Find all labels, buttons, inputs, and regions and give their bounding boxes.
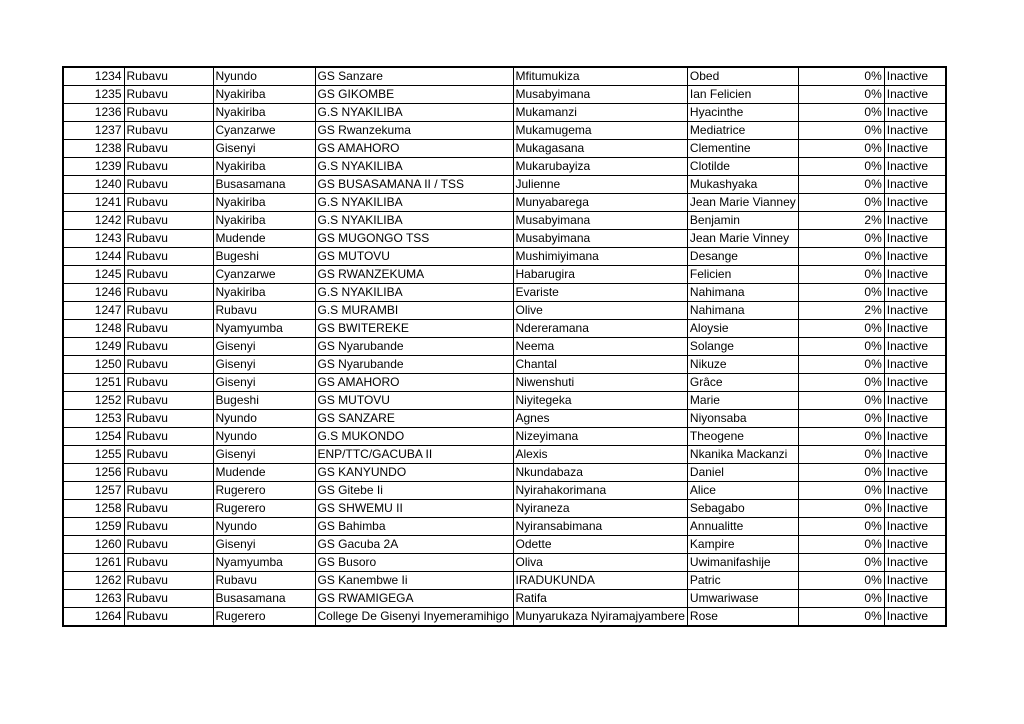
table-row <box>63 284 946 302</box>
cell-last-name: Mfitumukiza <box>513 67 687 86</box>
cell-progress: 0% <box>798 67 884 86</box>
cell-district: Rubavu <box>124 122 213 140</box>
cell-district: Rubavu <box>124 248 213 266</box>
cell-first-name: Clementine <box>687 140 798 158</box>
cell-first-name: Jean Marie Vinney <box>687 230 798 248</box>
cell-last-name: Munyarukaza Nyiramajyambere <box>513 608 687 627</box>
cell-sector: Nyamyumba <box>213 320 315 338</box>
cell-row-id: 1254 <box>63 428 124 446</box>
cell-district: Rubavu <box>124 482 213 500</box>
cell-school: GS RWANZEKUMA <box>315 266 513 284</box>
cell-sector: Rugerero <box>213 500 315 518</box>
table-row <box>63 536 946 554</box>
table-row <box>63 482 946 500</box>
cell-first-name: Annualitte <box>687 518 798 536</box>
cell-sector: Nyundo <box>213 410 315 428</box>
cell-status: Inactive <box>884 446 946 464</box>
cell-status: Inactive <box>884 464 946 482</box>
cell-sector: Bugeshi <box>213 248 315 266</box>
cell-district: Rubavu <box>124 428 213 446</box>
cell-school: G.S NYAKILIBA <box>315 158 513 176</box>
cell-status: Inactive <box>884 67 946 86</box>
cell-first-name: Clotilde <box>687 158 798 176</box>
table-row <box>63 122 946 140</box>
cell-last-name: Nyirahakorimana <box>513 482 687 500</box>
cell-status: Inactive <box>884 356 946 374</box>
cell-status: Inactive <box>884 590 946 608</box>
cell-progress: 0% <box>798 392 884 410</box>
cell-sector: Nyundo <box>213 518 315 536</box>
cell-last-name: Evariste <box>513 284 687 302</box>
cell-school: ENP/TTC/GACUBA II <box>315 446 513 464</box>
cell-last-name: Chantal <box>513 356 687 374</box>
cell-first-name: Theogene <box>687 428 798 446</box>
cell-sector: Nyakiriba <box>213 212 315 230</box>
table-row <box>63 248 946 266</box>
table-row <box>63 338 946 356</box>
cell-progress: 0% <box>798 230 884 248</box>
cell-status: Inactive <box>884 302 946 320</box>
cell-progress: 0% <box>798 320 884 338</box>
cell-status: Inactive <box>884 338 946 356</box>
cell-progress: 0% <box>798 536 884 554</box>
cell-first-name: Alice <box>687 482 798 500</box>
cell-last-name: Mukarubayiza <box>513 158 687 176</box>
cell-progress: 0% <box>798 464 884 482</box>
cell-sector: Rubavu <box>213 572 315 590</box>
cell-district: Rubavu <box>124 608 213 627</box>
cell-school: GS SHWEMU II <box>315 500 513 518</box>
cell-status: Inactive <box>884 536 946 554</box>
cell-school: GS Busoro <box>315 554 513 572</box>
cell-progress: 0% <box>798 140 884 158</box>
cell-district: Rubavu <box>124 302 213 320</box>
cell-progress: 0% <box>798 248 884 266</box>
cell-progress: 0% <box>798 194 884 212</box>
cell-school: G.S MURAMBI <box>315 302 513 320</box>
cell-school: GS Rwanzekuma <box>315 122 513 140</box>
cell-progress: 0% <box>798 374 884 392</box>
cell-row-id: 1240 <box>63 176 124 194</box>
cell-first-name: Solange <box>687 338 798 356</box>
cell-first-name: Desange <box>687 248 798 266</box>
cell-first-name: Mediatrice <box>687 122 798 140</box>
cell-school: GS SANZARE <box>315 410 513 428</box>
table-row <box>63 392 946 410</box>
cell-progress: 0% <box>798 410 884 428</box>
cell-district: Rubavu <box>124 176 213 194</box>
cell-first-name: Nikuze <box>687 356 798 374</box>
cell-sector: Nyundo <box>213 428 315 446</box>
cell-progress: 0% <box>798 104 884 122</box>
table-row <box>63 158 946 176</box>
cell-status: Inactive <box>884 266 946 284</box>
cell-last-name: Nyiransabimana <box>513 518 687 536</box>
cell-sector: Gisenyi <box>213 338 315 356</box>
cell-district: Rubavu <box>124 194 213 212</box>
cell-last-name: Mukamugema <box>513 122 687 140</box>
cell-row-id: 1256 <box>63 464 124 482</box>
cell-district: Rubavu <box>124 320 213 338</box>
cell-status: Inactive <box>884 554 946 572</box>
cell-last-name: Musabyimana <box>513 86 687 104</box>
cell-district: Rubavu <box>124 518 213 536</box>
cell-status: Inactive <box>884 518 946 536</box>
cell-row-id: 1247 <box>63 302 124 320</box>
cell-school: GS Sanzare <box>315 67 513 86</box>
cell-district: Rubavu <box>124 86 213 104</box>
cell-status: Inactive <box>884 140 946 158</box>
cell-district: Rubavu <box>124 572 213 590</box>
cell-status: Inactive <box>884 248 946 266</box>
cell-row-id: 1235 <box>63 86 124 104</box>
cell-progress: 0% <box>798 500 884 518</box>
cell-status: Inactive <box>884 194 946 212</box>
table-row <box>63 572 946 590</box>
cell-status: Inactive <box>884 320 946 338</box>
cell-district: Rubavu <box>124 230 213 248</box>
cell-last-name: Munyabarega <box>513 194 687 212</box>
cell-progress: 0% <box>798 158 884 176</box>
cell-progress: 0% <box>798 86 884 104</box>
cell-district: Rubavu <box>124 392 213 410</box>
cell-first-name: Kampire <box>687 536 798 554</box>
cell-school: GS GIKOMBE <box>315 86 513 104</box>
cell-progress: 0% <box>798 518 884 536</box>
cell-status: Inactive <box>884 212 946 230</box>
cell-school: GS AMAHORO <box>315 374 513 392</box>
cell-last-name: Mukamanzi <box>513 104 687 122</box>
cell-school: G.S NYAKILIBA <box>315 104 513 122</box>
cell-status: Inactive <box>884 176 946 194</box>
cell-first-name: Nahimana <box>687 302 798 320</box>
cell-progress: 0% <box>798 482 884 500</box>
cell-row-id: 1264 <box>63 608 124 627</box>
cell-school: GS Kanembwe Ii <box>315 572 513 590</box>
cell-row-id: 1255 <box>63 446 124 464</box>
cell-first-name: Benjamin <box>687 212 798 230</box>
table-row <box>63 140 946 158</box>
cell-sector: Nyakiriba <box>213 158 315 176</box>
cell-progress: 0% <box>798 590 884 608</box>
cell-last-name: Nkundabaza <box>513 464 687 482</box>
cell-last-name: Ratifa <box>513 590 687 608</box>
cell-sector: Nyakiriba <box>213 86 315 104</box>
cell-first-name: Daniel <box>687 464 798 482</box>
cell-progress: 0% <box>798 608 884 627</box>
cell-district: Rubavu <box>124 356 213 374</box>
cell-row-id: 1259 <box>63 518 124 536</box>
cell-first-name: Mukashyaka <box>687 176 798 194</box>
cell-district: Rubavu <box>124 554 213 572</box>
cell-district: Rubavu <box>124 446 213 464</box>
cell-district: Rubavu <box>124 590 213 608</box>
cell-district: Rubavu <box>124 464 213 482</box>
cell-last-name: Musabyimana <box>513 230 687 248</box>
cell-last-name: IRADUKUNDA <box>513 572 687 590</box>
cell-sector: Rugerero <box>213 482 315 500</box>
cell-progress: 0% <box>798 338 884 356</box>
cell-district: Rubavu <box>124 158 213 176</box>
cell-district: Rubavu <box>124 284 213 302</box>
cell-last-name: Nyiraneza <box>513 500 687 518</box>
cell-last-name: Olive <box>513 302 687 320</box>
cell-status: Inactive <box>884 428 946 446</box>
cell-sector: Gisenyi <box>213 446 315 464</box>
cell-school: G.S MUKONDO <box>315 428 513 446</box>
cell-district: Rubavu <box>124 338 213 356</box>
cell-progress: 0% <box>798 356 884 374</box>
cell-last-name: Oliva <box>513 554 687 572</box>
cell-status: Inactive <box>884 500 946 518</box>
cell-row-id: 1261 <box>63 554 124 572</box>
table-row <box>63 500 946 518</box>
cell-first-name: Marie <box>687 392 798 410</box>
cell-last-name: Odette <box>513 536 687 554</box>
cell-district: Rubavu <box>124 212 213 230</box>
cell-last-name: Julienne <box>513 176 687 194</box>
cell-first-name: Jean Marie Vianney <box>687 194 798 212</box>
cell-row-id: 1250 <box>63 356 124 374</box>
table-row <box>63 410 946 428</box>
cell-progress: 0% <box>798 176 884 194</box>
cell-status: Inactive <box>884 284 946 302</box>
cell-row-id: 1246 <box>63 284 124 302</box>
cell-district: Rubavu <box>124 536 213 554</box>
cell-row-id: 1263 <box>63 590 124 608</box>
cell-sector: Rubavu <box>213 302 315 320</box>
cell-sector: Rugerero <box>213 608 315 627</box>
cell-row-id: 1242 <box>63 212 124 230</box>
cell-first-name: Umwariwase <box>687 590 798 608</box>
cell-status: Inactive <box>884 230 946 248</box>
cell-school: College De Gisenyi Inyemeramihigo <box>315 608 513 627</box>
cell-first-name: Ian Felicien <box>687 86 798 104</box>
cell-last-name: Niwenshuti <box>513 374 687 392</box>
table-row <box>63 428 946 446</box>
cell-sector: Gisenyi <box>213 536 315 554</box>
cell-progress: 0% <box>798 428 884 446</box>
table-row <box>63 266 946 284</box>
cell-last-name: Mukagasana <box>513 140 687 158</box>
cell-school: GS Bahimba <box>315 518 513 536</box>
cell-row-id: 1245 <box>63 266 124 284</box>
cell-last-name: Mushimiyimana <box>513 248 687 266</box>
cell-school: G.S NYAKILIBA <box>315 212 513 230</box>
cell-first-name: Rose <box>687 608 798 627</box>
cell-progress: 0% <box>798 446 884 464</box>
cell-first-name: Niyonsaba <box>687 410 798 428</box>
cell-row-id: 1234 <box>63 67 124 86</box>
table-row <box>63 194 946 212</box>
cell-last-name: Nizeyimana <box>513 428 687 446</box>
table-row <box>63 230 946 248</box>
cell-last-name: Habarugira <box>513 266 687 284</box>
table-row <box>63 320 946 338</box>
cell-row-id: 1249 <box>63 338 124 356</box>
cell-row-id: 1258 <box>63 500 124 518</box>
cell-progress: 2% <box>798 212 884 230</box>
table-row <box>63 104 946 122</box>
table-row <box>63 302 946 320</box>
cell-sector: Mudende <box>213 464 315 482</box>
cell-progress: 0% <box>798 122 884 140</box>
cell-row-id: 1252 <box>63 392 124 410</box>
cell-sector: Busasamana <box>213 590 315 608</box>
cell-row-id: 1251 <box>63 374 124 392</box>
cell-row-id: 1244 <box>63 248 124 266</box>
cell-first-name: Uwimanifashije <box>687 554 798 572</box>
cell-status: Inactive <box>884 104 946 122</box>
cell-row-id: 1262 <box>63 572 124 590</box>
cell-school: GS BWITEREKE <box>315 320 513 338</box>
cell-sector: Nyundo <box>213 67 315 86</box>
cell-status: Inactive <box>884 482 946 500</box>
cell-first-name: Hyacinthe <box>687 104 798 122</box>
table-row <box>63 608 946 627</box>
table-row <box>63 590 946 608</box>
cell-last-name: Niyitegeka <box>513 392 687 410</box>
cell-school: GS BUSASAMANA II / TSS <box>315 176 513 194</box>
cell-first-name: Nkanika Mackanzi <box>687 446 798 464</box>
cell-district: Rubavu <box>124 410 213 428</box>
cell-first-name: Felicien <box>687 266 798 284</box>
cell-school: GS MUTOVU <box>315 248 513 266</box>
table-row <box>63 554 946 572</box>
cell-last-name: Ndereramana <box>513 320 687 338</box>
cell-first-name: Obed <box>687 67 798 86</box>
cell-school: GS MUGONGO TSS <box>315 230 513 248</box>
cell-sector: Gisenyi <box>213 140 315 158</box>
cell-status: Inactive <box>884 158 946 176</box>
spreadsheet-table <box>62 66 947 627</box>
cell-sector: Cyanzarwe <box>213 122 315 140</box>
cell-progress: 0% <box>798 266 884 284</box>
cell-row-id: 1248 <box>63 320 124 338</box>
cell-district: Rubavu <box>124 140 213 158</box>
cell-sector: Cyanzarwe <box>213 266 315 284</box>
cell-status: Inactive <box>884 410 946 428</box>
cell-row-id: 1241 <box>63 194 124 212</box>
cell-sector: Bugeshi <box>213 392 315 410</box>
cell-row-id: 1260 <box>63 536 124 554</box>
table-row <box>63 86 946 104</box>
cell-district: Rubavu <box>124 266 213 284</box>
cell-first-name: Patric <box>687 572 798 590</box>
cell-district: Rubavu <box>124 67 213 86</box>
cell-first-name: Nahimana <box>687 284 798 302</box>
cell-school: GS Nyarubande <box>315 338 513 356</box>
cell-row-id: 1253 <box>63 410 124 428</box>
cell-district: Rubavu <box>124 104 213 122</box>
table-row <box>63 176 946 194</box>
cell-school: G.S NYAKILIBA <box>315 194 513 212</box>
cell-progress: 0% <box>798 284 884 302</box>
cell-sector: Nyakiriba <box>213 284 315 302</box>
table-row <box>63 518 946 536</box>
table-row <box>63 374 946 392</box>
cell-last-name: Agnes <box>513 410 687 428</box>
cell-row-id: 1239 <box>63 158 124 176</box>
cell-status: Inactive <box>884 86 946 104</box>
cell-school: GS Gitebe Ii <box>315 482 513 500</box>
cell-status: Inactive <box>884 608 946 627</box>
cell-sector: Gisenyi <box>213 374 315 392</box>
cell-last-name: Alexis <box>513 446 687 464</box>
cell-first-name: Grâce <box>687 374 798 392</box>
cell-school: GS AMAHORO <box>315 140 513 158</box>
cell-school: GS Nyarubande <box>315 356 513 374</box>
cell-first-name: Aloysie <box>687 320 798 338</box>
cell-status: Inactive <box>884 572 946 590</box>
cell-sector: Busasamana <box>213 176 315 194</box>
cell-status: Inactive <box>884 374 946 392</box>
table-row <box>63 212 946 230</box>
cell-district: Rubavu <box>124 500 213 518</box>
cell-sector: Nyakiriba <box>213 104 315 122</box>
cell-school: GS RWAMIGEGA <box>315 590 513 608</box>
cell-school: G.S NYAKILIBA <box>315 284 513 302</box>
cell-sector: Nyakiriba <box>213 194 315 212</box>
cell-status: Inactive <box>884 122 946 140</box>
table-row <box>63 464 946 482</box>
cell-row-id: 1257 <box>63 482 124 500</box>
cell-school: GS MUTOVU <box>315 392 513 410</box>
cell-progress: 0% <box>798 554 884 572</box>
cell-progress: 2% <box>798 302 884 320</box>
cell-school: GS Gacuba 2A <box>315 536 513 554</box>
cell-district: Rubavu <box>124 374 213 392</box>
cell-last-name: Musabyimana <box>513 212 687 230</box>
cell-last-name: Neema <box>513 338 687 356</box>
table-row <box>63 67 946 86</box>
cell-status: Inactive <box>884 392 946 410</box>
cell-row-id: 1238 <box>63 140 124 158</box>
table-row <box>63 446 946 464</box>
cell-sector: Mudende <box>213 230 315 248</box>
cell-row-id: 1243 <box>63 230 124 248</box>
cell-progress: 0% <box>798 572 884 590</box>
cell-sector: Nyamyumba <box>213 554 315 572</box>
cell-sector: Gisenyi <box>213 356 315 374</box>
cell-first-name: Sebagabo <box>687 500 798 518</box>
cell-school: GS KANYUNDO <box>315 464 513 482</box>
cell-row-id: 1237 <box>63 122 124 140</box>
cell-row-id: 1236 <box>63 104 124 122</box>
table-row <box>63 356 946 374</box>
